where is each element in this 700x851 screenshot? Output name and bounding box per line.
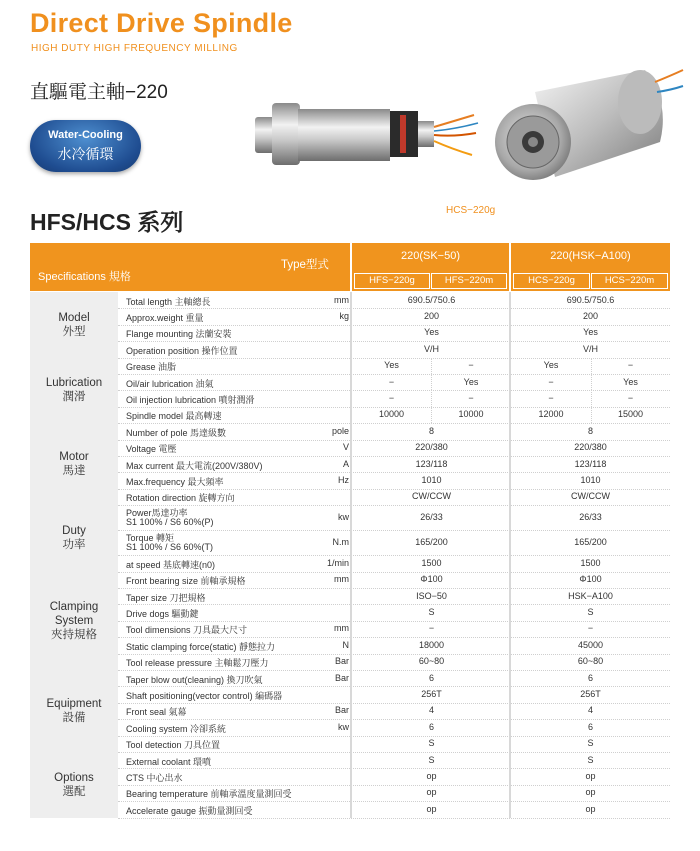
spec-group	[30, 358, 118, 425]
value-sk50: 123/118	[415, 458, 448, 469]
group-label: 潤滑	[62, 391, 86, 404]
value-sk50: 1010	[421, 475, 442, 486]
table-row	[118, 456, 670, 473]
value-sk50: Φ100	[420, 574, 443, 585]
table-row	[118, 686, 670, 703]
spec-name: Tool dimensions 刀具最大尺寸	[126, 625, 248, 636]
value-hfs-220m: −	[468, 393, 474, 404]
spec-unit: pole	[331, 425, 349, 436]
cell-divider	[431, 374, 432, 390]
spec-name: Approx.weight 重量	[126, 313, 204, 324]
value-hfs-220g: −	[388, 376, 395, 387]
cell-divider	[591, 374, 592, 390]
value-hsk-a100: 1010	[580, 475, 601, 486]
spec-name: Front bearing size 前軸承規格	[126, 576, 246, 587]
model-hcs-220g: HCS−220g	[513, 273, 590, 289]
value-sk50: V/H	[423, 343, 439, 354]
group-label: Motor	[59, 451, 89, 464]
spec-group	[30, 423, 118, 506]
value-hsk-a100: 6	[587, 672, 593, 683]
spec-name: Taper size 刀把規格	[126, 592, 206, 603]
value-hsk-a100: 220/380	[574, 442, 607, 453]
spec-unit: Bar	[334, 672, 349, 683]
value-hsk-a100: −	[587, 623, 594, 634]
group-label: 設備	[62, 712, 86, 724]
spec-name: Cooling system 冷卻系統	[126, 723, 227, 734]
value-hfs-220m: −	[468, 360, 474, 371]
cell-divider	[591, 390, 592, 406]
value-hfs-220g: 10000	[378, 409, 405, 420]
value-sk50: 26/33	[420, 512, 443, 523]
spec-unit: N.m	[332, 537, 349, 548]
value-hsk-a100: 123/118	[574, 458, 607, 469]
spec-group	[30, 292, 118, 359]
table-row	[118, 325, 670, 342]
value-sk50: −	[428, 623, 435, 634]
spec-name: Max.frequency 最大頻率	[126, 477, 224, 488]
table-row	[118, 308, 670, 325]
value-hsk-a100: 26/33	[579, 512, 602, 523]
spec-unit: kg	[339, 311, 349, 322]
table-row	[118, 588, 670, 605]
value-sk50: 18000	[418, 639, 445, 650]
spec-unit: mm	[334, 574, 349, 585]
table-row	[118, 555, 670, 572]
group-label: 夾持規格	[51, 628, 97, 641]
value-hsk-a100: op	[585, 771, 596, 782]
spec-name: Flange mounting 法蘭安裝	[126, 329, 232, 340]
spec-name: Tool detection 刀具位置	[126, 740, 221, 751]
spec-name: Spindle model 最高轉速	[126, 411, 222, 422]
table-row	[118, 736, 670, 753]
spec-name: CTS 中心出水	[126, 773, 183, 784]
value-hsk-a100: V/H	[582, 343, 598, 354]
model-heading: 直驅電主軸−220	[30, 82, 168, 103]
spec-name: Max current 最大電流(200V/380V)	[126, 460, 263, 471]
value-hsk-a100: 690.5/750.6	[566, 294, 615, 305]
value-hsk-a100: 200	[582, 311, 599, 322]
value-sk50: S	[428, 738, 435, 749]
image-caption: HCS−220g	[446, 205, 496, 216]
table-row	[118, 489, 670, 506]
table-row	[118, 768, 670, 785]
table-row	[118, 341, 670, 358]
spec-unit: mm	[334, 294, 349, 305]
value-hsk-a100: 165/200	[574, 537, 607, 548]
cell-divider	[431, 407, 432, 423]
value-sk50: 200	[423, 311, 440, 322]
table-row	[118, 637, 670, 654]
spec-group	[30, 572, 118, 671]
group-label: System	[54, 614, 94, 627]
spec-name: Oil injection lubrication 噴射潤滑	[126, 395, 255, 406]
value-sk50: 256T	[421, 689, 442, 700]
series-heading: HFS/HCS 系列	[30, 209, 184, 235]
value-hfs-220g: −	[388, 393, 395, 404]
value-sk50: op	[426, 803, 437, 814]
table-row	[118, 530, 670, 556]
value-hcs-220m: −	[627, 393, 634, 404]
spec-group	[30, 752, 118, 819]
group-label: 外型	[62, 325, 86, 338]
group-label: Clamping	[49, 600, 99, 613]
cell-divider	[431, 390, 432, 406]
value-hsk-a100: 45000	[577, 639, 604, 650]
spec-name: at speed 基底轉速(n0)	[126, 559, 216, 570]
group-label: 馬達	[62, 465, 86, 478]
cell-divider	[431, 358, 432, 374]
value-hsk-a100: 256T	[580, 689, 601, 700]
spec-name: Taper blow out(cleaning) 換刀吹氣	[126, 674, 263, 685]
spec-name-detail: S1 100% / S6 60%(P)	[126, 517, 214, 528]
value-sk50: 220/380	[415, 442, 448, 453]
spec-name: Torque 轉矩	[126, 533, 175, 544]
spec-name: Power馬達功率	[126, 508, 188, 519]
spec-group	[30, 505, 118, 572]
spec-name: Static clamping force(static) 靜態拉力	[126, 641, 276, 652]
group-label: 功率	[62, 539, 86, 552]
value-sk50: 690.5/750.6	[407, 294, 456, 305]
table-row	[118, 703, 670, 720]
spec-name: Oil/air lubrication 油氣	[126, 378, 214, 389]
value-hcs-220m: 15000	[617, 409, 644, 420]
spec-label: Specifications 規格	[38, 271, 131, 283]
group-label: Options	[54, 771, 94, 784]
model-hfs-220m: HFS−220m	[431, 273, 507, 289]
col-group-1-label: 220(SK−50)	[400, 250, 460, 262]
value-hfs-220m: 10000	[458, 409, 484, 420]
model-hcs-220m: HCS−220m	[591, 273, 668, 289]
group-label: Duty	[62, 525, 86, 538]
spec-name: Rotation direction 旋轉方向	[126, 493, 235, 504]
value-hsk-a100: 1500	[580, 557, 601, 568]
value-hsk-a100: CW/CCW	[571, 491, 610, 502]
table-row	[118, 472, 670, 489]
water-cooling-badge	[30, 120, 141, 172]
value-hsk-a100: op	[585, 787, 596, 798]
table-row	[118, 785, 670, 802]
value-sk50: 1500	[421, 557, 442, 568]
group-label: Lubrication	[45, 377, 103, 390]
value-hcs-220g: −	[548, 376, 554, 387]
value-hcs-220g: Yes	[543, 360, 559, 371]
value-hcs-220g: 12000	[538, 409, 564, 420]
value-sk50: 4	[428, 705, 434, 716]
value-sk50: 165/200	[415, 537, 448, 548]
value-hsk-a100: HSK−A100	[568, 590, 613, 601]
value-hfs-220m: Yes	[463, 376, 479, 387]
value-hcs-220m: Yes	[623, 376, 638, 387]
value-hsk-a100: S	[587, 607, 594, 618]
value-sk50: ISO−50	[416, 590, 447, 601]
value-sk50: op	[426, 771, 437, 782]
page-title: Direct Drive Spindle	[30, 8, 293, 38]
table-row	[118, 719, 670, 736]
value-sk50: S	[428, 754, 435, 765]
spindle-side-image	[250, 95, 480, 175]
table-row	[118, 572, 670, 589]
table-row	[118, 374, 670, 391]
group-label: 選配	[62, 785, 86, 798]
value-sk50: 6	[428, 672, 434, 683]
value-sk50: 60~80	[418, 656, 445, 667]
spec-unit: mm	[334, 623, 349, 634]
spec-name: Voltage 電壓	[126, 444, 177, 455]
table-row	[118, 390, 670, 407]
value-hsk-a100: S	[587, 738, 594, 749]
value-hsk-a100: 8	[587, 425, 593, 436]
value-hsk-a100: op	[585, 803, 596, 814]
value-sk50: S	[428, 607, 435, 618]
spindle-front-image	[495, 62, 685, 202]
table-row	[118, 440, 670, 457]
value-hcs-220g: −	[548, 393, 554, 404]
spec-name: Number of pole 馬達級數	[126, 427, 227, 438]
model-hfs-220g: HFS−220g	[354, 273, 430, 289]
spec-unit: Bar	[334, 656, 349, 667]
value-hcs-220m: −	[627, 360, 634, 371]
table-row	[118, 423, 670, 440]
spec-name: Total length 主軸總長	[126, 296, 211, 307]
table-row	[118, 407, 670, 424]
table-row	[118, 654, 670, 671]
spec-name: Tool release pressure 主軸鬆刀壓力	[126, 658, 269, 669]
badge-chinese: 水冷循環	[57, 146, 114, 162]
spec-unit: kw	[338, 721, 349, 732]
value-hsk-a100: 60~80	[577, 656, 604, 667]
value-sk50: 8	[428, 425, 434, 436]
value-hsk-a100: Yes	[583, 327, 598, 338]
value-hsk-a100: Φ100	[579, 574, 602, 585]
spec-unit: 1/min	[326, 557, 349, 568]
col-group-2-label: 220(HSK−A100)	[550, 250, 631, 262]
badge-english: Water-Cooling	[48, 129, 123, 141]
value-sk50: op	[426, 787, 437, 798]
table-row	[118, 670, 670, 687]
value-hsk-a100: 6	[587, 721, 593, 732]
spec-unit: Bar	[334, 705, 349, 716]
type-label: Type型式	[281, 259, 329, 271]
group-label: Model	[58, 311, 90, 324]
table-row	[118, 621, 670, 638]
table-row	[118, 292, 670, 309]
spec-unit: kw	[338, 512, 349, 523]
spec-name: Bearing temperature 前軸承溫度量測回受	[126, 789, 292, 800]
spec-name-detail: S1 100% / S6 60%(T)	[126, 542, 214, 553]
cell-divider	[591, 358, 592, 374]
spec-unit: V	[342, 442, 349, 453]
column-divider	[350, 292, 352, 818]
value-hsk-a100: S	[587, 754, 594, 765]
table-row	[118, 752, 670, 769]
table-row	[118, 358, 670, 375]
value-hfs-220g: Yes	[384, 360, 399, 371]
spec-name: Accelerate gauge 振動量測回受	[126, 805, 253, 816]
table-row	[118, 505, 670, 531]
spec-name: Front seal 氣幕	[126, 707, 187, 718]
spec-name: Grease 油脂	[126, 362, 177, 373]
spec-unit: Hz	[338, 475, 349, 486]
spec-unit: A	[342, 458, 349, 469]
table-row	[118, 801, 670, 818]
value-sk50: Yes	[424, 327, 439, 338]
spec-name: Drive dogs 驅動鍵	[126, 609, 199, 620]
cell-divider	[591, 407, 592, 423]
spec-name: Shaft positioning(vector control) 編碼器	[126, 691, 283, 702]
value-hsk-a100: 4	[587, 705, 593, 716]
value-sk50: 6	[428, 721, 434, 732]
value-sk50: CW/CCW	[412, 491, 451, 502]
page-subtitle: HIGH DUTY HIGH FREQUENCY MILLING	[31, 43, 238, 54]
table-row	[118, 604, 670, 621]
column-divider	[509, 292, 511, 818]
spec-group	[30, 670, 118, 753]
spec-name: Operation position 操作位置	[126, 345, 238, 356]
spec-unit: N	[342, 639, 349, 650]
group-label: Equipment	[46, 698, 102, 710]
spec-name: External coolant 環噴	[126, 756, 212, 767]
